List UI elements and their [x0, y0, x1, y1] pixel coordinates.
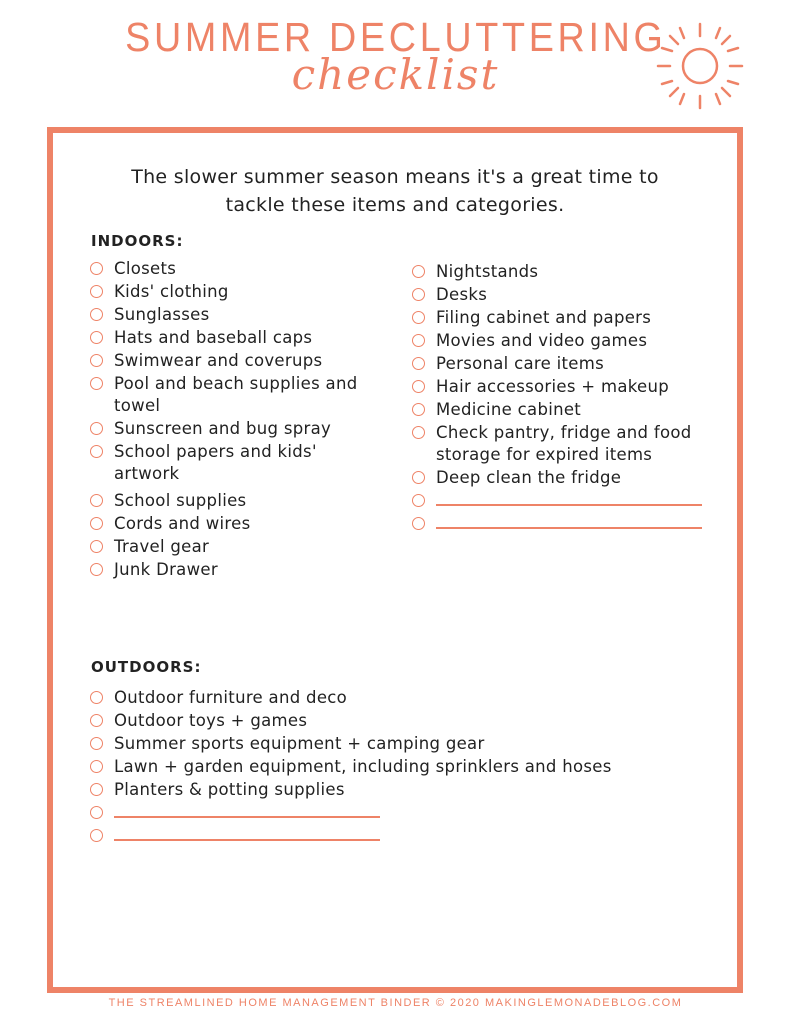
checklist-item[interactable]: School supplies — [90, 490, 360, 512]
indoors-heading: INDOORS: — [91, 232, 184, 250]
checklist-item[interactable]: Hair accessories + makeup — [412, 376, 712, 398]
footer-credit: THE STREAMLINED HOME MANAGEMENT BINDER © 2020 MAKINGLEMONADEBLOG.COM — [108, 997, 683, 1009]
checklist-item[interactable]: Outdoor furniture and deco — [90, 687, 690, 709]
checklist-item[interactable]: Nightstands — [412, 261, 712, 283]
checklist-item[interactable]: Cords and wires — [90, 513, 360, 535]
checkbox-circle[interactable] — [90, 737, 103, 750]
checkbox-circle[interactable] — [90, 285, 103, 298]
checkbox-circle[interactable] — [90, 494, 103, 507]
checkbox-circle[interactable] — [412, 494, 425, 507]
blank-checklist-item[interactable] — [90, 825, 690, 847]
checklist-item[interactable]: Summer sports equipment + camping gear — [90, 733, 690, 755]
page-subtitle: checklist — [291, 50, 500, 99]
checklist-item[interactable]: Check pantry, fridge and food storage for expired items — [412, 422, 712, 466]
blank-checklist-item[interactable] — [412, 513, 712, 535]
checkbox-circle[interactable] — [412, 471, 425, 484]
checkbox-circle[interactable] — [90, 563, 103, 576]
indoors-left-list — [90, 258, 360, 582]
checkbox-circle[interactable] — [90, 806, 103, 819]
checkbox-circle[interactable] — [90, 331, 103, 344]
checklist-item[interactable]: Outdoor toys + games — [90, 710, 690, 732]
write-in-line[interactable] — [114, 839, 380, 841]
checkbox-circle[interactable] — [90, 308, 103, 321]
indoors-right-list — [412, 261, 712, 536]
checklist-item[interactable]: Travel gear — [90, 536, 360, 558]
checklist-item[interactable]: Sunscreen and bug spray — [90, 418, 360, 440]
checkbox-circle[interactable] — [90, 760, 103, 773]
checkbox-circle[interactable] — [412, 380, 425, 393]
intro-line-1: The slower summer season means it's a great time to — [131, 166, 659, 188]
intro-line-2: tackle these items and categories. — [225, 194, 565, 216]
checkbox-circle[interactable] — [90, 783, 103, 796]
checklist-item[interactable]: Pool and beach supplies and towel — [90, 373, 360, 417]
checkbox-circle[interactable] — [412, 426, 425, 439]
write-in-line[interactable] — [436, 527, 702, 529]
write-in-line[interactable] — [436, 504, 702, 506]
checkbox-circle[interactable] — [412, 517, 425, 530]
checklist-item[interactable]: Swimwear and coverups — [90, 350, 360, 372]
checklist-item[interactable]: Filing cabinet and papers — [412, 307, 712, 329]
checkbox-circle[interactable] — [412, 288, 425, 301]
write-in-line[interactable] — [114, 816, 380, 818]
checkbox-circle[interactable] — [90, 422, 103, 435]
checklist-item[interactable]: Hats and baseball caps — [90, 327, 360, 349]
outdoors-heading: OUTDOORS: — [91, 658, 202, 676]
checklist-item[interactable]: Medicine cabinet — [412, 399, 712, 421]
checkbox-circle[interactable] — [90, 377, 103, 390]
page-title: SUMMER DECLUTTERING — [125, 14, 667, 60]
checkbox-circle[interactable] — [412, 403, 425, 416]
checkbox-circle[interactable] — [90, 354, 103, 367]
checkbox-circle[interactable] — [412, 357, 425, 370]
checklist-item[interactable]: Desks — [412, 284, 712, 306]
checkbox-circle[interactable] — [90, 714, 103, 727]
sun-icon — [654, 20, 746, 112]
checklist-item[interactable]: School papers and kids' artwork — [90, 441, 360, 485]
intro-text — [47, 163, 743, 219]
checklist-item[interactable]: Deep clean the fridge — [412, 467, 712, 489]
checklist-item[interactable]: Movies and video games — [412, 330, 712, 352]
checkbox-circle[interactable] — [412, 311, 425, 324]
checkbox-circle[interactable] — [90, 445, 103, 458]
checklist-item[interactable]: Closets — [90, 258, 360, 280]
blank-checklist-item[interactable] — [90, 802, 690, 824]
checklist-item[interactable]: Lawn + garden equipment, including sprinklers and hoses — [90, 756, 690, 778]
checkbox-circle[interactable] — [90, 540, 103, 553]
blank-checklist-item[interactable] — [412, 490, 712, 512]
checkbox-circle[interactable] — [412, 334, 425, 347]
checkbox-circle[interactable] — [90, 517, 103, 530]
checkbox-circle[interactable] — [90, 829, 103, 842]
checkbox-circle[interactable] — [412, 265, 425, 278]
outdoors-list — [90, 687, 690, 848]
checklist-item[interactable]: Junk Drawer — [90, 559, 360, 581]
checklist-item[interactable]: Kids' clothing — [90, 281, 360, 303]
checkbox-circle[interactable] — [90, 691, 103, 704]
checklist-item[interactable]: Planters & potting supplies — [90, 779, 690, 801]
checklist-item[interactable]: Personal care items — [412, 353, 712, 375]
checklist-item[interactable]: Sunglasses — [90, 304, 360, 326]
checkbox-circle[interactable] — [90, 262, 103, 275]
